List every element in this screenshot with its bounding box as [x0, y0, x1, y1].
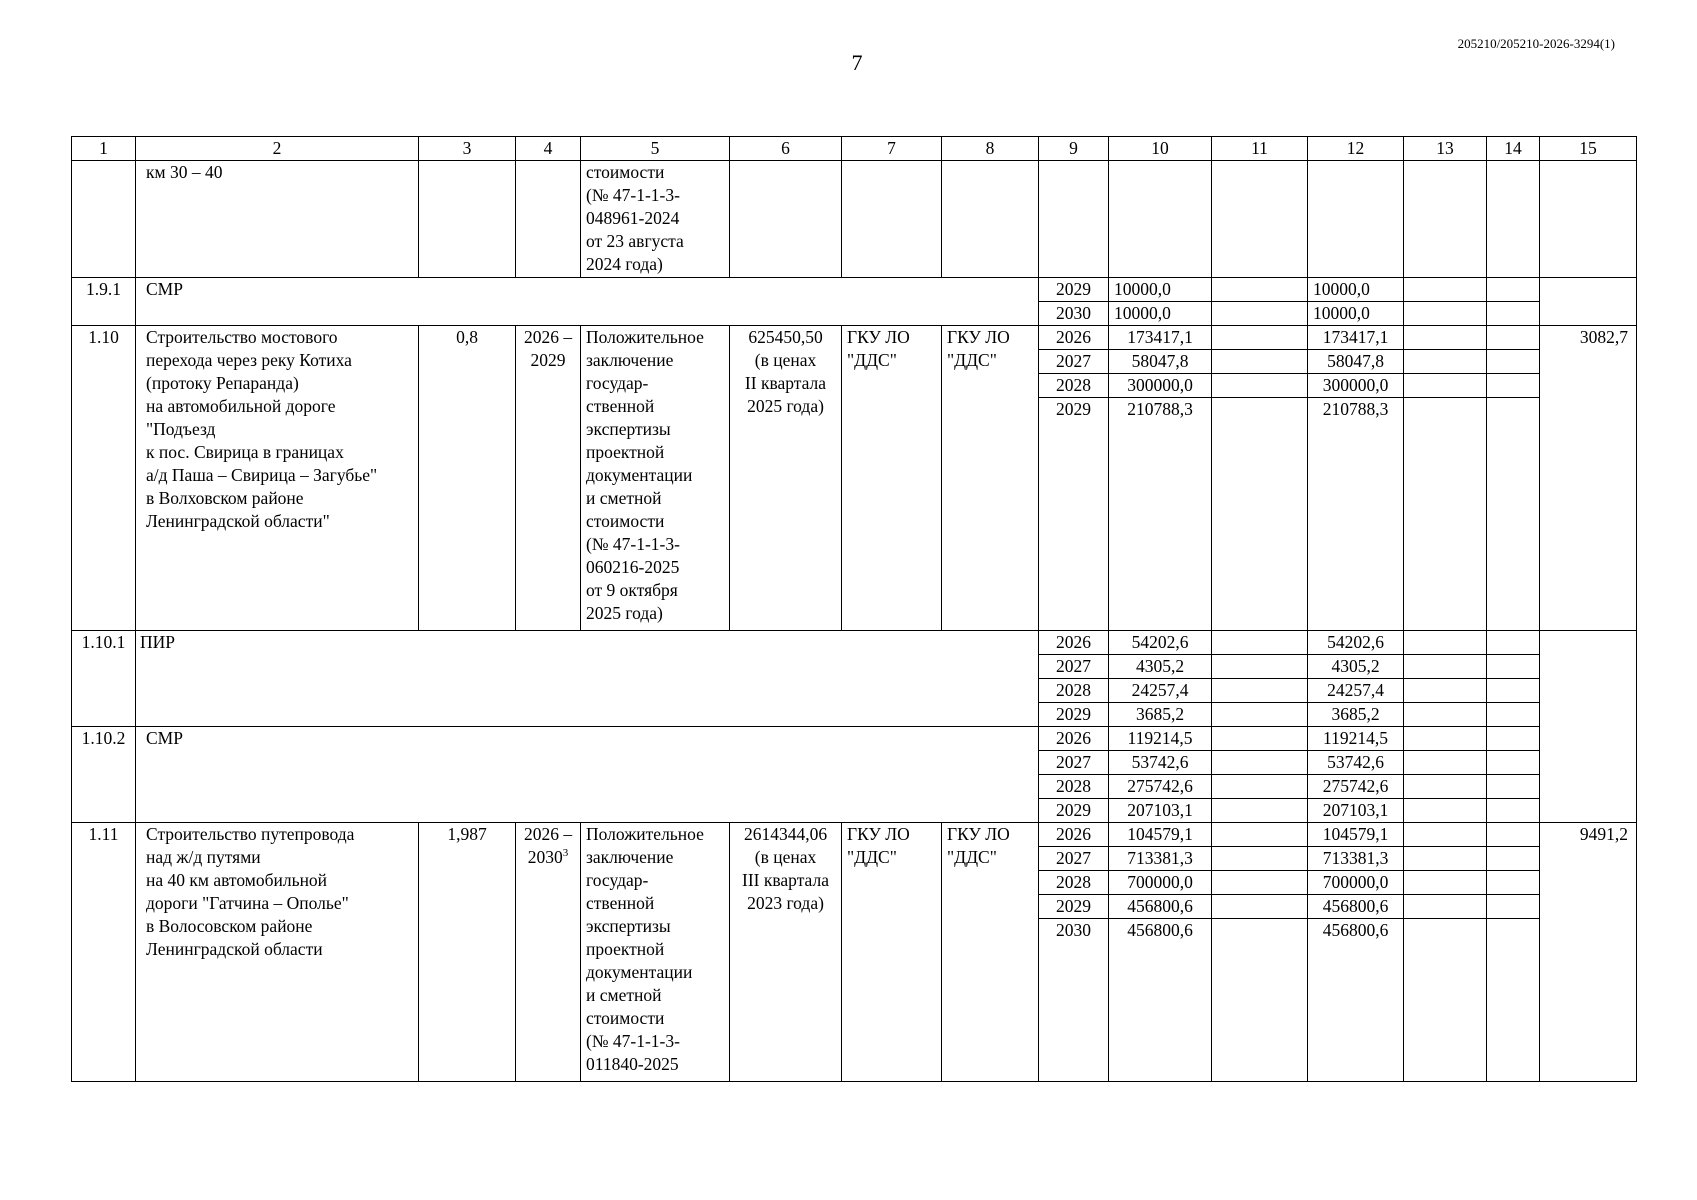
value-cell: 700000,0: [1308, 871, 1404, 895]
value-cell: 456800,6: [1308, 919, 1404, 1082]
value-cell: 10000,0: [1308, 278, 1404, 302]
value-cell: 456800,6: [1109, 895, 1212, 919]
cost-cell: 625450,50 (в ценах II квартала 2025 года): [730, 326, 842, 631]
customer-cell: ГКУ ЛО "ДДС": [842, 823, 942, 1082]
cost-cell: 2614344,06 (в ценах III квартала 2023 года): [730, 823, 842, 1082]
year-cell: 2030: [1039, 302, 1109, 326]
value-cell: 713381,3: [1308, 847, 1404, 871]
year-cell: 2029: [1039, 703, 1109, 727]
table-row-1-10-1: [72, 631, 1637, 655]
value-cell: 210788,3: [1308, 398, 1404, 631]
year-cell: 2029: [1039, 398, 1109, 631]
value-cell: 54202,6: [1308, 631, 1404, 655]
length-cell: 0,8: [419, 326, 516, 631]
value-cell: 10000,0: [1109, 278, 1212, 302]
value-cell: 300000,0: [1308, 374, 1404, 398]
expertise-cell: Положительное заключение государ- ственной экспертизы проектной документации и сметной стоимости (№ 47-1-1-3- 060216-2025 от 9 октября 2025 года): [581, 326, 730, 631]
item-name: Строительство мостового перехода через реку Котиха (протоку Репаранда) на автомобильной дороге "Подъезд к пос. Свирица в границах а/д Паша – Свирица – Загубье" в Волховском районе Ленинградской области": [136, 326, 419, 631]
document-id: 205210/205210-2026-3294(1): [1457, 36, 1615, 51]
table-row-1-11: [72, 823, 1637, 847]
year-cell: 2027: [1039, 350, 1109, 374]
value-cell: 58047,8: [1109, 350, 1212, 374]
year-cell: 2029: [1039, 278, 1109, 302]
value-cell: 700000,0: [1109, 871, 1212, 895]
column-number: 7: [842, 137, 942, 161]
value-cell: 119214,5: [1308, 727, 1404, 751]
value-cell: 210788,3: [1109, 398, 1212, 631]
value-cell: 3082,7: [1540, 326, 1637, 631]
value-cell: 300000,0: [1109, 374, 1212, 398]
item-name: Строительство путепровода над ж/д путями на 40 км автомобильной дороги "Гатчина – Ополье" в Волосовском районе Ленинградской области: [136, 823, 419, 1082]
item-number: 1.10.2: [72, 727, 136, 823]
value-cell: 456800,6: [1308, 895, 1404, 919]
year-cell: 2026: [1039, 727, 1109, 751]
value-cell: 119214,5: [1109, 727, 1212, 751]
value-cell: 713381,3: [1109, 847, 1212, 871]
column-number: 11: [1212, 137, 1308, 161]
length-cell: 1,987: [419, 823, 516, 1082]
value-cell: 207103,1: [1109, 799, 1212, 823]
item-number: 1.10.1: [72, 631, 136, 727]
year-cell: 2029: [1039, 895, 1109, 919]
value-cell: 9491,2: [1540, 823, 1637, 1082]
expertise-cell: стоимости (№ 47-1-1-3- 048961-2024 от 23 августа 2024 года): [581, 161, 730, 278]
value-cell: 3685,2: [1109, 703, 1212, 727]
column-number-row: [72, 137, 1637, 161]
year-cell: 2028: [1039, 374, 1109, 398]
year-cell: 2027: [1039, 751, 1109, 775]
table-row-1-9-1: [72, 278, 1637, 302]
value-cell: 53742,6: [1308, 751, 1404, 775]
page-number: 7: [851, 50, 863, 75]
program-table: [71, 136, 1637, 1082]
item-number: 1.9.1: [72, 278, 136, 326]
value-cell: 54202,6: [1109, 631, 1212, 655]
column-number: 3: [419, 137, 516, 161]
year-cell: 2028: [1039, 679, 1109, 703]
customer-cell: ГКУ ЛО "ДДС": [842, 326, 942, 631]
year-cell: 2027: [1039, 847, 1109, 871]
year-cell: 2028: [1039, 775, 1109, 799]
column-number: 1: [72, 137, 136, 161]
table-row-continuation: [72, 161, 1637, 278]
developer-cell: ГКУ ЛО "ДДС": [942, 823, 1039, 1082]
column-number: 2: [136, 137, 419, 161]
value-cell: 173417,1: [1308, 326, 1404, 350]
value-cell: 275742,6: [1308, 775, 1404, 799]
year-cell: 2030: [1039, 919, 1109, 1082]
column-number: 6: [730, 137, 842, 161]
subitem-label: СМР: [136, 727, 1039, 823]
column-number: 8: [942, 137, 1039, 161]
year-cell: 2028: [1039, 871, 1109, 895]
year-cell: 2026: [1039, 631, 1109, 655]
column-number: 4: [516, 137, 581, 161]
column-number: 13: [1404, 137, 1487, 161]
developer-cell: ГКУ ЛО "ДДС": [942, 326, 1039, 631]
period-cell: 2026 – 2030$^3$: [516, 823, 581, 1082]
value-cell: 24257,4: [1109, 679, 1212, 703]
item-name: км 30 – 40: [136, 161, 419, 278]
value-cell: 104579,1: [1109, 823, 1212, 847]
value-cell: 53742,6: [1109, 751, 1212, 775]
year-cell: 2027: [1039, 655, 1109, 679]
value-cell: 24257,4: [1308, 679, 1404, 703]
value-cell: 456800,6: [1109, 919, 1212, 1082]
value-cell: 275742,6: [1109, 775, 1212, 799]
year-cell: 2026: [1039, 326, 1109, 350]
item-number: 1.10: [72, 326, 136, 631]
column-number: 10: [1109, 137, 1212, 161]
value-cell: 10000,0: [1308, 302, 1404, 326]
value-cell: 58047,8: [1308, 350, 1404, 374]
table-row-1-10-2: [72, 727, 1637, 751]
value-cell: 4305,2: [1109, 655, 1212, 679]
value-cell: 207103,1: [1308, 799, 1404, 823]
column-number: 15: [1540, 137, 1637, 161]
table-row-1-10: [72, 326, 1637, 350]
year-cell: 2026: [1039, 823, 1109, 847]
expertise-cell: Положительное заключение государ- ственной экспертизы проектной документации и сметной стоимости (№ 47-1-1-3- 011840-2025: [581, 823, 730, 1082]
period-cell: 2026 – 2029: [516, 326, 581, 631]
subitem-label: ПИР: [136, 631, 1039, 727]
value-cell: 10000,0: [1109, 302, 1212, 326]
column-number: 5: [581, 137, 730, 161]
value-cell: 173417,1: [1109, 326, 1212, 350]
subitem-label: СМР: [136, 278, 1039, 326]
item-number: 1.11: [72, 823, 136, 1082]
value-cell: 104579,1: [1308, 823, 1404, 847]
year-cell: 2029: [1039, 799, 1109, 823]
column-number: 14: [1487, 137, 1540, 161]
value-cell: 4305,2: [1308, 655, 1404, 679]
value-cell: 3685,2: [1308, 703, 1404, 727]
column-number: 12: [1308, 137, 1404, 161]
column-number: 9: [1039, 137, 1109, 161]
